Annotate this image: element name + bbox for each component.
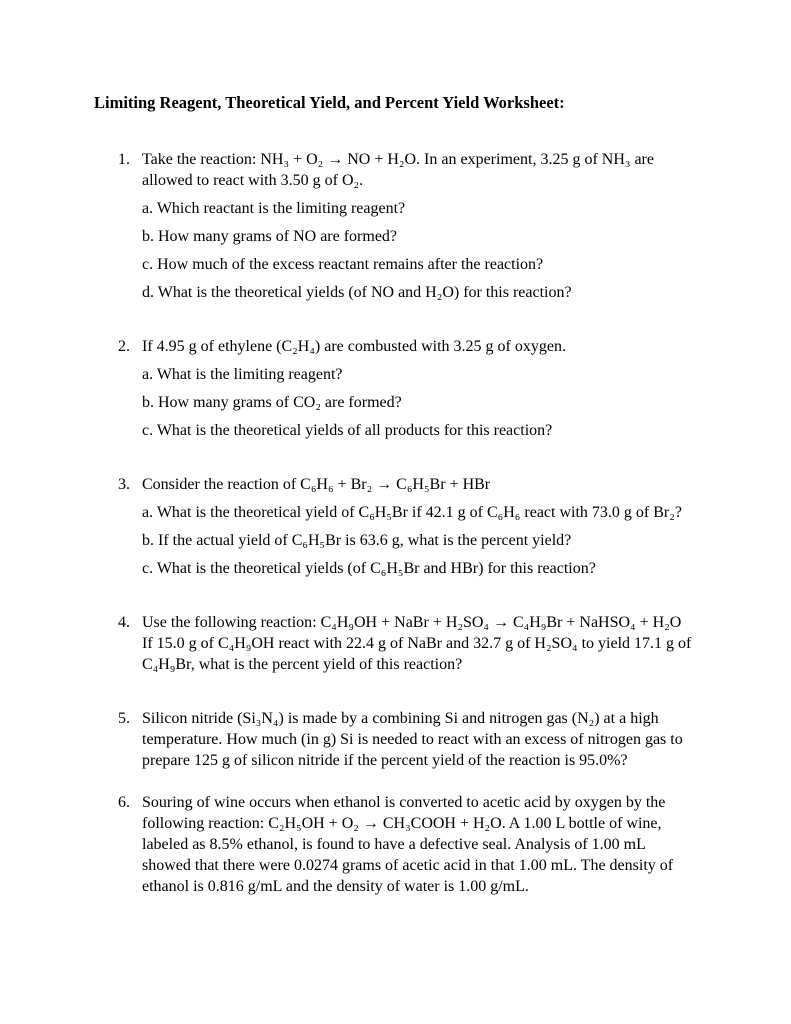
question-3-number: 3. — [118, 476, 130, 493]
question-5-body — [142, 708, 693, 771]
question-2-text: If 4.95 g of ethylene (C₂H₄) are combusted with 3.25 g of oxygen. — [142, 338, 566, 355]
question-5-text: Silicon nitride (Si₃N₄) is made by a combining Si and nitrogen gas (N₂) at a high temperature. How much (in g) Si is needed to react with an excess of nitrogen gas to prepare 125 g of silicon nitride if the percent yield of the reaction is 95.0%? — [142, 710, 687, 769]
question-4 — [118, 612, 696, 675]
question-2 — [118, 336, 693, 441]
question-2-part-a: a. What is the limiting reagent? — [142, 366, 343, 383]
question-6-text: Souring of wine occurs when ethanol is converted to acetic acid by oxygen by the following reaction: C₂H₅OH + O₂ → CH₃COOH + H₂O. A 1.00 L bottle of wine, labeled as 8.5% ethanol, is found to have a defective seal. Analysis of 1.00 mL showed that there were 0.0274 grams of acetic acid in that 1.00 mL. The density of ethanol is 0.816 g/mL and the density of water is 1.00 g/mL. — [142, 794, 678, 895]
question-4-number: 4. — [118, 614, 130, 631]
question-6-body — [142, 792, 693, 897]
question-6-number: 6. — [118, 794, 130, 811]
question-3-part-b: b. If the actual yield of C₆H₅Br is 63.6 g, what is the percent yield? — [142, 532, 572, 549]
question-3-part-a: a. What is the theoretical yield of C₆H₅Br if 42.1 g of C₆H₆ react with 73.0 g of Br₂? — [142, 504, 682, 521]
question-6 — [118, 792, 693, 897]
question-4-text: Use the following reaction: C₄H₉OH + NaBr + H₂SO₄ → C₄H₉Br + NaHSO₄ + H₂O If 15.0 g of C₄H₉OH react with 22.4 g of NaBr and 32.7 g of H₂SO₄ to yield 17.1 g of C₄H₉Br, what is the percent yield of this reaction? — [142, 614, 696, 673]
question-1-number: 1. — [118, 151, 130, 168]
question-1-part-d: d. What is the theoretical yields (of NO and H₂O) for this reaction? — [142, 284, 572, 301]
question-1 — [118, 149, 693, 303]
question-2-part-b: b. How many grams of CO₂ are formed? — [142, 394, 402, 411]
question-3 — [118, 474, 693, 579]
question-3-text: Consider the reaction of C₆H₆ + Br₂ → C₆H₅Br + HBr — [142, 476, 491, 493]
question-2-number: 2. — [118, 338, 130, 355]
question-2-body — [142, 336, 693, 441]
question-1-part-a: a. Which reactant is the limiting reagent? — [142, 200, 406, 217]
question-1-part-c: c. How much of the excess reactant remains after the reaction? — [142, 256, 544, 273]
question-1-body — [142, 149, 693, 303]
question-5-number: 5. — [118, 710, 130, 727]
question-1-part-b: b. How many grams of NO are formed? — [142, 228, 398, 245]
question-3-body — [142, 474, 693, 579]
question-1-text: Take the reaction: NH₃ + O₂ → NO + H₂O. In an experiment, 3.25 g of NH₃ are allowed to react with 3.50 g of O₂. — [142, 151, 658, 189]
question-5 — [118, 708, 693, 771]
question-3-part-c: c. What is the theoretical yields (of C₆H₅Br and HBr) for this reaction? — [142, 560, 596, 577]
question-2-part-c: c. What is the theoretical yields of all products for this reaction? — [142, 422, 553, 439]
worksheet-title: Limiting Reagent, Theoretical Yield, and Percent Yield Worksheet: — [94, 93, 565, 112]
question-4-body — [142, 612, 696, 675]
